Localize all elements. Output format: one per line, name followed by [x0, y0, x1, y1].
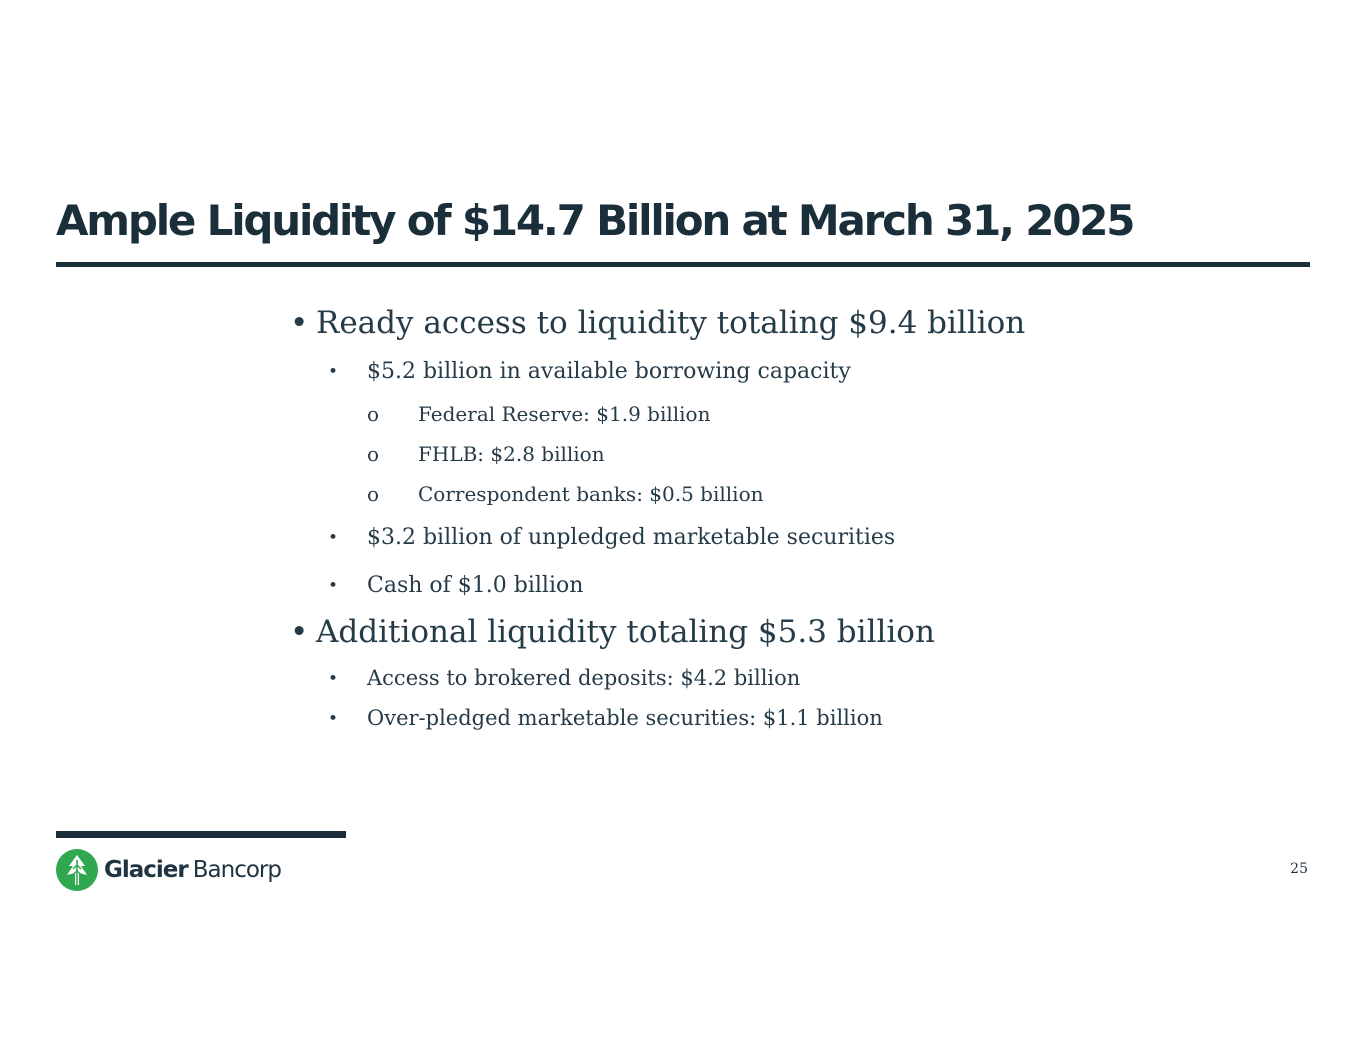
- footer-divider: [56, 831, 346, 838]
- bullet-marker: •: [328, 669, 339, 689]
- page-number: 25: [1290, 861, 1308, 877]
- bullet-marker: •: [328, 528, 339, 548]
- logo-wordmark-light: Bancorp: [192, 857, 281, 883]
- glacier-tree-icon: [56, 849, 98, 891]
- bullet-marker: •: [328, 362, 339, 382]
- bullet-text: Access to brokered deposits: $4.2 billion: [367, 666, 801, 690]
- bullet-text: $3.2 billion of unpledged marketable securities: [367, 525, 896, 550]
- bullet-marker: o: [367, 482, 380, 506]
- bullet-text: Correspondent banks: $0.5 billion: [418, 482, 764, 506]
- bullet-text: $5.2 billion in available borrowing capacity: [367, 359, 851, 384]
- logo-wordmark-bold: Glacier: [104, 857, 188, 883]
- bullet-text: Additional liquidity totaling $5.3 billion: [316, 614, 935, 650]
- bullet-text: Federal Reserve: $1.9 billion: [418, 402, 711, 426]
- bullet-marker: o: [367, 442, 380, 466]
- bullet-marker: •: [290, 305, 309, 341]
- bullet-marker: •: [328, 709, 339, 729]
- bullet-text: Ready access to liquidity totaling $9.4 billion: [316, 305, 1026, 341]
- bullet-text: Cash of $1.0 billion: [367, 573, 584, 598]
- company-logo: [56, 849, 281, 891]
- bullet-marker: •: [290, 614, 309, 650]
- bullet-marker: o: [367, 402, 380, 426]
- bullet-text: Over-pledged marketable securities: $1.1 billion: [367, 706, 883, 730]
- slide-title: Ample Liquidity of $14.7 Billion at March 31, 2025: [56, 196, 1134, 245]
- bullet-text: FHLB: $2.8 billion: [418, 442, 605, 466]
- title-divider: [56, 262, 1310, 267]
- bullet-marker: •: [328, 576, 339, 596]
